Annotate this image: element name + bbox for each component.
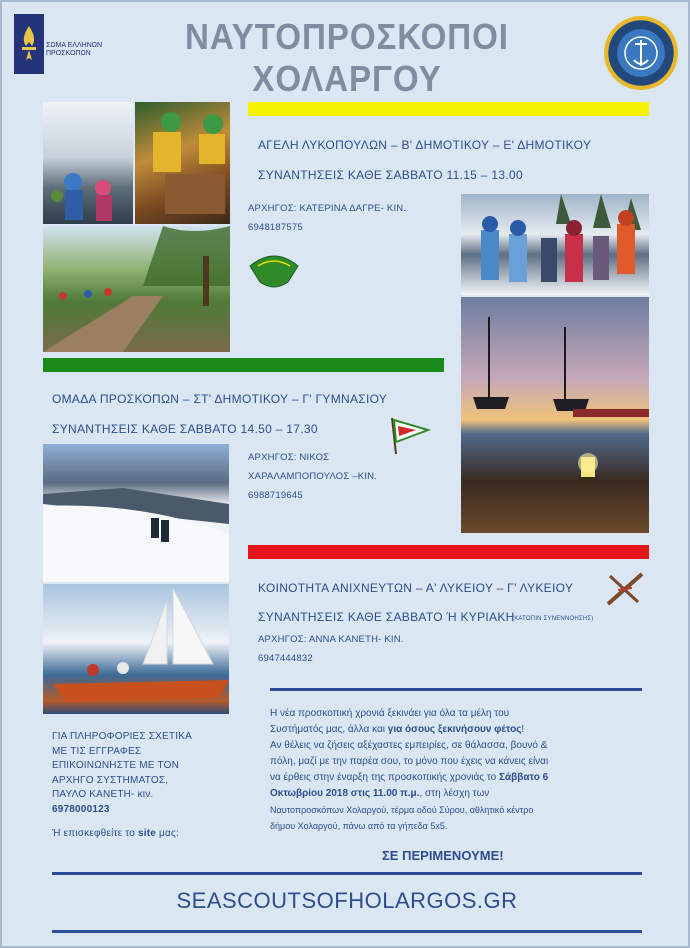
rule-footer-bottom <box>52 930 642 933</box>
photo-snow-group <box>461 194 649 295</box>
announcement-text <box>270 706 642 834</box>
cubs-heading: ΑΓΕΛΗ ΛΥΚΟΠΟΥΛΩΝ – Β' ΔΗΜΟΤΙΚΟΥ – Ε' ΔΗΜΟΤΙΚΟΥ <box>258 138 592 152</box>
contact-line-1: ΓΙΑ ΠΛΗΡΟΦΟΡΙΕΣ ΣΧΕΤΙΚΑ <box>52 731 192 742</box>
contact-info <box>52 730 222 842</box>
explorers-leader: ΑΡΧΗΓΟΣ: ΑΝΝΑ ΚΑΝΕΤΗ- ΚΙΝ. <box>258 634 404 645</box>
bar-green <box>43 358 444 372</box>
contact-site-line: Ή επισκεφθείτε το site μας: <box>52 828 179 839</box>
scouts-heading: ΟΜΑΔΑ ΠΡΟΣΚΟΠΩΝ – ΣΤ' ΔΗΜΟΤΙΚΟΥ – Γ' ΓΥΜΝΑΣΙΟΥ <box>52 392 388 406</box>
cubs-leader: ΑΡΧΗΓΟΣ: ΚΑΤΕΡΙΝΑ ΔΑΓΡΕ- ΚΙΝ. <box>248 203 407 214</box>
announcement-line-7: Ναυτοπροσκόπων Χολαργού, τέρμα οδού Σύρου, αθλητικό κέντρο <box>270 805 534 815</box>
announcement-line-1: Η νέα προσκοπική χρονιά ξεκινάει για όλα τα μέλη του <box>270 708 510 719</box>
contact-line-4: ΑΡΧΗΓΟ ΣΥΣΤΗΜΑΤΟΣ, <box>52 774 169 786</box>
photo-sunset-boats-lantern <box>461 297 649 533</box>
explorers-meetings: ΣΥΝΑΝΤΗΣΕΙΣ ΚΑΘΕ ΣΑΒΒΑΤΟ Ή ΚΥΡΙΑΚΗ <box>258 610 515 624</box>
page-title: ΝΑΥΤΟΠΡΟΣΚΟΠΟΙ ΧΟΛΑΡΓΟΥ <box>185 16 509 99</box>
photo-scouts-sailing <box>43 584 229 714</box>
explorers-crossed-oars-icon <box>604 568 646 608</box>
announcement-line-3: Αν θέλεις να ζήσεις αξέχαστες εμπειρίες, σε θάλασσα, βουνό & <box>270 740 548 751</box>
announcement-line-6: Οκτωβρίου 2018 στις 11.00 π.μ., στη λέσχη των <box>270 788 490 799</box>
contact-line-2: ΜΕ ΤΙΣ ΕΓΓΡΑΦΕΣ <box>52 745 142 757</box>
scouts-meetings: ΣΥΝΑΝΤΗΣΕΙΣ ΚΑΘΕ ΣΑΒΒΑΤΟ 14.50 – 17.30 <box>52 422 318 436</box>
bar-red <box>248 545 649 559</box>
scouts-flag-icon <box>386 414 432 456</box>
cubs-phone: 6948187575 <box>248 222 303 233</box>
rule-footer-top <box>52 872 642 875</box>
announcement-line-8: δήμου Χολαργού, πάνω από τα γήπεδα 5x5. <box>270 821 448 831</box>
announcement-line-2: Συστήματός μας, άλλα και για όσους ξεκινήσουν φέτος! <box>270 724 525 735</box>
explorers-meetings-note: (ΚΑΤΟΠΙΝ ΣΥΝΕΝΝΟΗΣΗΣ) <box>512 616 594 622</box>
contact-line-5: ΠΑΥΛΟ ΚΑΝΕΤΗ- κιν. <box>52 789 154 800</box>
cubs-meetings: ΣΥΝΑΝΤΗΣΕΙΣ ΚΑΘΕ ΣΑΒΒΑΤΟ 11.15 – 13.00 <box>258 168 523 182</box>
photo-cubs-forest-trail <box>43 226 230 352</box>
website-link[interactable]: SEASCOUTSOFHOLARGOS.GR <box>176 888 518 913</box>
scouts-leader-1: ΑΡΧΗΓΟΣ: ΝΙΚΟΣ <box>248 452 330 463</box>
call-to-action: ΣΕ ΠΕΡΙΜΕΝΟΥΜΕ! <box>382 848 504 863</box>
scouts-association-logo <box>14 14 104 84</box>
announcement-line-4: πόλη, μαζί με την παρέα σου, το μόνο που έχεις να κάνεις είναι <box>270 756 549 767</box>
explorers-heading: ΚΟΙΝΟΤΗΤΑ ΑΝΙΧΝΕΥΤΩΝ – Α' ΛΥΚΕΙΟΥ – Γ' ΛΥΚΕΙΟΥ <box>258 581 574 595</box>
photo-scouts-sand-dune <box>43 444 229 582</box>
scouts-leader-2: ΧΑΡΑΛΑΜΠΟΠΟΥΛΟΣ –ΚΙΝ. <box>248 471 378 482</box>
announcement-line-5: να έρθεις στην έναρξη της προσκοπικής χρονιάς το Σάββατο 6 <box>270 772 549 783</box>
bar-yellow <box>248 102 649 116</box>
cubs-neckerchief-icon <box>248 252 300 290</box>
fleur-de-lis-icon <box>14 14 44 74</box>
sea-scouts-holargos-emblem <box>604 16 678 90</box>
photo-cubs-snow-hike <box>43 102 133 224</box>
explorers-phone: 6947444832 <box>258 653 313 664</box>
scouts-phone: 6988719645 <box>248 490 303 501</box>
rule-top <box>270 688 642 691</box>
contact-line-3: ΕΠΙΚΟΙΝΩΝΗΣΤΕ ΜΕ ΤΟΝ <box>52 760 179 771</box>
logo-caption: ΣΩΜΑ ΕΛΛΗΝΩΝ ΠΡΟΣΚΟΠΩΝ <box>46 42 103 57</box>
photo-cubs-woodcraft <box>135 102 230 224</box>
contact-phone: 6978000123 <box>52 803 110 815</box>
